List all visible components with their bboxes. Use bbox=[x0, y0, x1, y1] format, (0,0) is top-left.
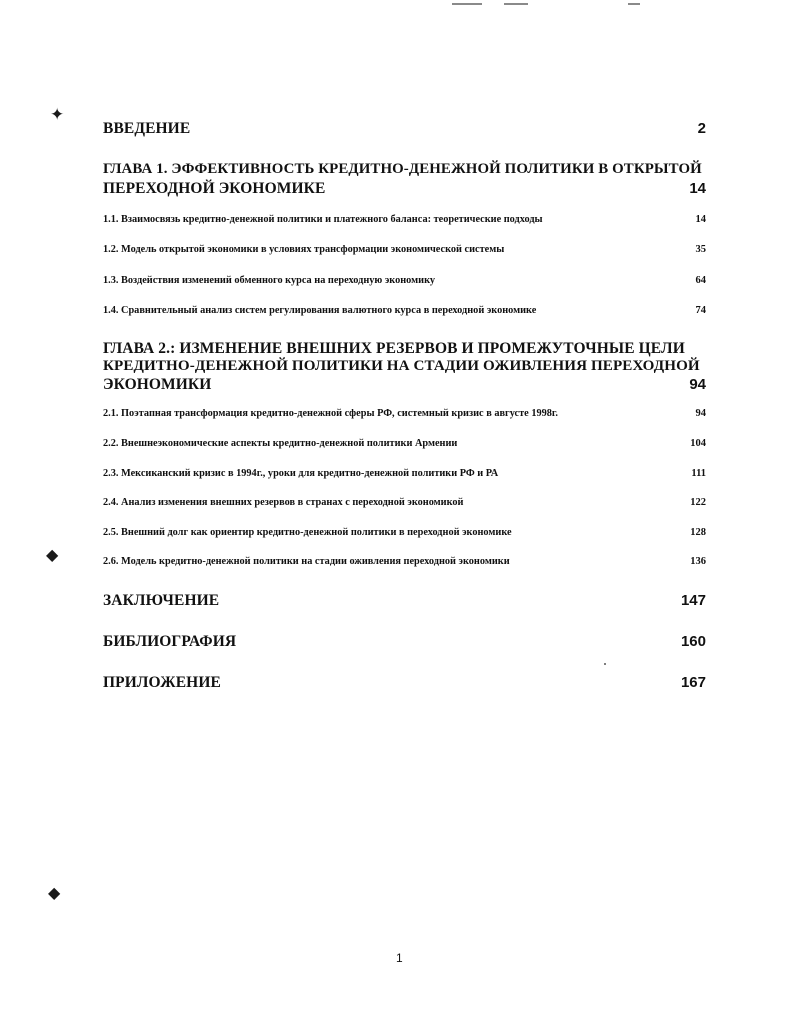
toc-section-2-5-page: 128 bbox=[690, 527, 706, 538]
toc-section-1-3-title: 1.3. Воздействия изменений обменного курса на переходную экономику bbox=[103, 275, 436, 286]
toc-intro-title: ВВЕДЕНИЕ bbox=[103, 120, 191, 137]
scan-mark bbox=[628, 3, 640, 5]
toc-section-1-1-title: 1.1. Взаимосвязь кредитно-денежной политики и платежного баланса: теоретические подходы bbox=[103, 214, 543, 225]
toc-section-1-4-page: 74 bbox=[695, 305, 706, 316]
toc-conclusion-title: ЗАКЛЮЧЕНИЕ bbox=[103, 592, 220, 609]
toc-section-1-3-page: 64 bbox=[695, 275, 706, 286]
toc-section-2-3-page: 111 bbox=[691, 468, 706, 479]
toc-appendix-page: 167 bbox=[680, 674, 706, 691]
toc-section-2-1-title: 2.1. Поэтапная трансформация кредитно-денежной сферы РФ, системный кризис в августе 1998г. bbox=[103, 408, 559, 419]
toc-chapter1-page: 14 bbox=[689, 180, 706, 197]
toc-section-2-2-page: 104 bbox=[690, 438, 706, 449]
toc-section-2-4-title: 2.4. Анализ изменения внешних резервов в странах с переходной экономикой bbox=[103, 497, 464, 508]
toc-conclusion-page: 147 bbox=[680, 592, 706, 609]
toc-section-1-2-title: 1.2. Модель открытой экономики в условиях трансформации экономической системы bbox=[103, 244, 505, 255]
toc-section-2-3-title: 2.3. Мексиканский кризис в 1994г., уроки для кредитно-денежной политики РФ и РА bbox=[103, 468, 499, 479]
toc-section-1-4-title: 1.4. Сравнительный анализ систем регулирования валютного курса в переходной экономике bbox=[103, 305, 537, 316]
scan-mark bbox=[504, 3, 528, 5]
toc-appendix-title: ПРИЛОЖЕНИЕ bbox=[103, 674, 221, 691]
toc-bibliography-page: 160 bbox=[680, 633, 706, 650]
scan-speck-icon: ✦ bbox=[50, 105, 65, 124]
toc-chapter1-title-line2: ПЕРЕХОДНОЙ ЭКОНОМИКЕ bbox=[103, 180, 326, 197]
toc-section-2-2-title: 2.2. Внешнеэкономические аспекты кредитно-денежной политики Армении bbox=[103, 438, 458, 449]
toc-intro-page: 2 bbox=[697, 120, 706, 137]
toc-section-1-1-page: 14 bbox=[695, 214, 706, 225]
toc-chapter2-page: 94 bbox=[689, 376, 706, 393]
scan-speck bbox=[604, 663, 606, 665]
toc-bibliography-title: БИБЛИОГРАФИЯ bbox=[103, 633, 237, 650]
toc-chapter2-title-line1: ГЛАВА 2.: ИЗМЕНЕНИЕ ВНЕШНИХ РЕЗЕРВОВ И ПРОМЕЖУТОЧНЫЕ ЦЕЛИ bbox=[103, 340, 685, 357]
toc-chapter2-title-line2: КРЕДИТНО-ДЕНЕЖНОЙ ПОЛИТИКИ НА СТАДИИ ОЖИВЛЕНИЯ ПЕРЕХОДНОЙ bbox=[103, 358, 700, 374]
toc-section-1-2-page: 35 bbox=[695, 244, 706, 255]
toc-section-2-5-title: 2.5. Внешний долг как ориентир кредитно-денежной политики в переходной экономике bbox=[103, 527, 512, 538]
toc-section-2-4-page: 122 bbox=[690, 497, 706, 508]
toc-chapter1-title-line1: ГЛАВА 1. ЭФФЕКТИВНОСТЬ КРЕДИТНО-ДЕНЕЖНОЙ ПОЛИТИКИ В ОТКРЫТОЙ bbox=[103, 161, 702, 177]
toc-chapter2-title-line3: ЭКОНОМИКИ bbox=[103, 376, 212, 393]
scan-mark bbox=[452, 3, 482, 5]
scan-speck-icon: ◆ bbox=[48, 885, 61, 902]
toc-section-2-1-page: 94 bbox=[695, 408, 706, 419]
scan-speck-icon: ◆ bbox=[46, 547, 59, 564]
footer-page-number: 1 bbox=[396, 951, 403, 965]
toc-section-2-6-page: 136 bbox=[690, 556, 706, 567]
toc-section-2-6-title: 2.6. Модель кредитно-денежной политики на стадии оживления переходной экономики bbox=[103, 556, 510, 567]
